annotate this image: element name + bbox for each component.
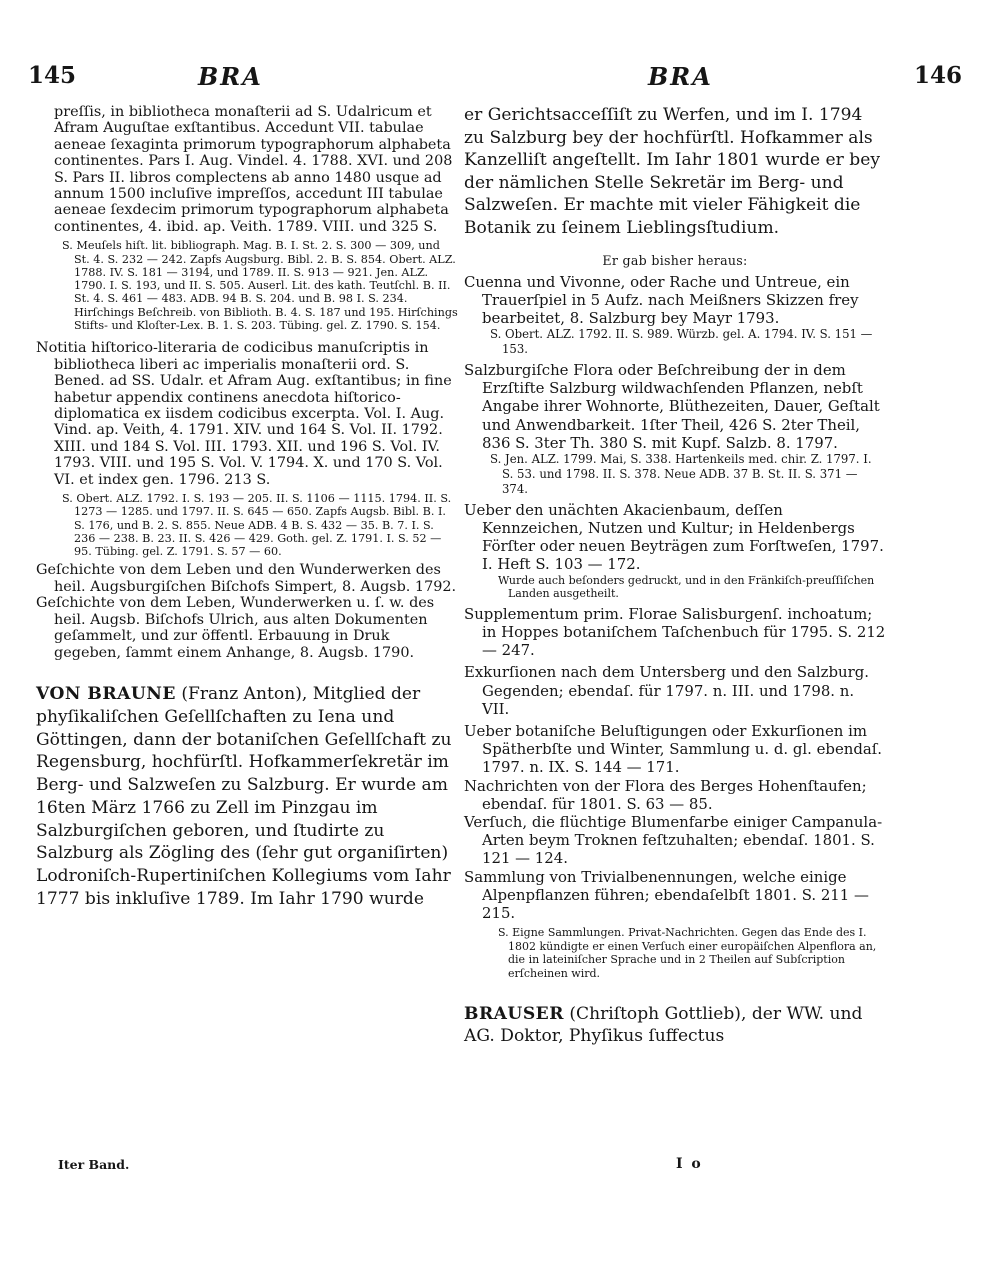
left-entry-continuation: preſſis, in bibliotheca monaſterii ad S. Udalricum et Afram Auguſtae exſtantibus. Accedunt VII. tabulae aeneae ſexaginta primorum typographorum alphabeta continentes. Pars I. Aug. Vindel. 4. 1788. XVI. und 208 S. Pars II. libros complectens ab anno 1480 usque ad annum 1500 incluſive impreſſos, accedunt III tabulae aeneae ſexdecim primorum typographorum alphabeta continentes, 4. ibid. ap. Veith. 1789. VIII. und 325 S. xyxy=(54,104,453,235)
work-akacienbaum-note: Wurde auch beſonders gedruckt, und in den Fränkiſch-preuſſiſchen Landen ausgetheilt. xyxy=(498,573,875,601)
work-beluftigungen: Ueber botaniſche Beluſtigungen oder Exkurſionen im Spätherbſte und Winter, Sammlung u. d. gl. ebendaſ. 1797. n. IX. S. 144 — 171. xyxy=(464,721,883,777)
running-head-right: BRA xyxy=(648,62,713,91)
biography-continuation: er Gerichtsacceſſiſt zu Werfen, und im I. 1794 zu Salzburg bey der hochfürſtl. Hofkammer als Kanzelliſt angeſtellt. Im Iahr 1801 wurde er bey der nämlichen Stelle Sekretär im Berg- und Salzweſen. Er machte mit vieler Fähigkeit die Botanik zu ſeinem Lieblingsſtudium. xyxy=(464,105,880,238)
left-sources-1: S. Meuſels hiſt. lit. bibliograph. Mag. B. I. St. 2. S. 300 — 309, und St. 4. S. 232 — 242. Zapfs Augsburg. Bibl. 2. B. S. 854. Obert. ALZ. 1788. IV. S. 181 — 3194, und 1789. II. S. 913 — 921. Jen. ALZ. 1790. I. S. 193, und II. S. 505. Auserl. Lit. des kath. Teutſchl. B. II. St. 4. S. 461 — 483. ADB. 94 B. S. 204. und B. 98 I. S. 234. Hirſchings Beſchreib. von Biblioth. B. 4. S. 187 und 195. Hirſchings Stifts- und Kloſter-Lex. B. 1. S. 203. Tübing. gel. Z. 1790. S. 154. xyxy=(62,239,458,333)
page-number-right: 146 xyxy=(914,62,963,89)
left-entry-simpert: Geſchichte von dem Leben und den Wunderwerken des heil. Augsburgiſchen Biſchofs Simpert, 8. Augsb. 1792. xyxy=(36,562,457,595)
biography-brauser-text: (Chriſtoph Gottlieb), der WW. und AG. Doktor, Phyſikus ſuffectus xyxy=(464,1003,863,1047)
volume-footer: Iter Band. xyxy=(58,1157,130,1172)
right-column xyxy=(464,104,886,1048)
work-cuenna: Cuenna und Vivonne, oder Rache und Untreue, ein Trauerſpiel in 5 Aufz. nach Meißners Skizzen frey bearbeitet, 8. Salzburg bey Mayr 1793. xyxy=(464,272,859,327)
left-column xyxy=(36,104,458,911)
biography-braune xyxy=(36,683,458,911)
biography-brauser-name: BRAUSER xyxy=(464,1003,564,1024)
work-cuenna-sources: S. Obert. ALZ. 1792. II. S. 989. Würzb. gel. A. 1794. IV. S. 151 — 153. xyxy=(490,327,873,357)
biography-braune-text: (Franz Anton), Mitglied der phyſikaliſchen Geſellſchaften zu Iena und Göttingen, dann der botaniſchen Geſellſchaft zu Regensburg, hochfürſtl. Hofkammerſekretär im Berg- und Salzweſen zu Salzburg. Er wurde am 16ten März 1766 zu Zell im Pinzgau im Salzburgiſchen geboren, und ſtudirte zu Salzburg als Zögling des (ſehr gut organiſirten) Lodroniſch-Rupertiniſchen Kollegiums vom Iahr 1777 bis inkluſive 1789. Im Iahr 1790 wurde xyxy=(36,683,452,910)
left-entry-notitia: Notitia hiſtorico-literaria de codicibus manuſcriptis in bibliotheca liberi ac imperialis monaſterii ord. S. Bened. ad SS. Udalr. et Afram Aug. exſtantibus; in fine habetur appendix continens anecdota hiſtorico-diplomatica ex iisdem codicibus excerpta. Vol. I. Aug. Vind. ap. Veith, 4. 1791. XIV. und 164 S. Vol. II. 1792. XIII. und 184 S. Vol. III. 1793. XII. und 196 S. Vol. IV. 1793. VIII. und 195 S. Vol. V. 1794. X. und 170 S. Vol. VI. et index gen. 1796. 213 S. xyxy=(36,340,452,488)
left-entry-ulrich: Geſchichte von dem Leben, Wunderwerken u. ſ. w. des heil. Augsb. Biſchofs Ulrich, aus alten Dokumenten geſammelt, und zur öffentl. Erbauung in Druk gegeben, ſammt einem Anhange, 8. Augsb. 1790. xyxy=(36,595,435,661)
signature-mark: I o xyxy=(676,1156,703,1172)
work-campanula: Verſuch, die flüchtige Blumenfarbe einiger Campanula-Arten beym Troknen feſtzuhalten; ebendaſ. 1801. S. 121 — 124. xyxy=(464,812,883,868)
biography-brauser xyxy=(464,1003,886,1049)
biography-braune-name: VON BRAUNE xyxy=(36,683,176,704)
work-akacienbaum: Ueber den unächten Akacienbaum, deſſen Kennzeichen, Nutzen und Kultur; in Heldenbergs Förſter oder neuen Beyträgen zum Forſtweſen, 1797. I. Heft S. 103 — 172. xyxy=(464,500,884,574)
work-exkursionen: Exkurſionen nach dem Untersberg und den Salzburg. Gegenden; ebendaſ. für 1797. n. III. und 1798. n. VII. xyxy=(464,663,870,718)
work-hohenstaufen: Nachrichten von der Flora des Berges Hohenſtaufen; ebendaſ. für 1801. S. 63 — 85. xyxy=(464,776,867,813)
right-sources-final: S. Eigne Sammlungen. Privat-Nachrichten. Gegen das Ende des I. 1802 kündigte er einen Verſuch einer europäiſchen Alpenflora an, die in lateiniſcher Sprache und in 2 Theilen auf Subſcription erſcheinen wird. xyxy=(498,926,877,980)
running-head-left: BRA xyxy=(198,62,263,91)
work-trivialbenennungen: Sammlung von Trivialbenennungen, welche einige Alpenpflanzen führen; ebendaſelbſt 1801. S. 211 — 215. xyxy=(464,867,869,922)
page-number-left: 145 xyxy=(28,62,77,89)
work-flora-sources: S. Jen. ALZ. 1799. Mai, S. 338. Hartenkeils med. chir. Z. 1797. I. S. 53. und 1798. II. S. 378. Neue ADB. 37 B. St. II. S. 371 — 374. xyxy=(490,452,872,496)
work-supplementum: Supplementum prim. Florae Salisburgenſ. inchoatum; in Hoppes botaniſchem Taſchenbuch für 1795. S. 212 — 247. xyxy=(464,604,886,660)
left-sources-2: S. Obert. ALZ. 1792. I. S. 193 — 205. II. S. 1106 — 1115. 1794. II. S. 1273 — 1285. und 1797. II. S. 645 — 650. Zapfs Augsb. Bibl. B. I. S. 176, und B. 2. S. 855. Neue ADB. 4 B. S. 432 — 35. B. 7. I. S. 236 — 238. B. 23. II. S. 426 — 429. Goth. gel. Z. 1791. I. S. 52 — 95. Tübing. gel. Z. 1791. S. 57 — 60. xyxy=(62,491,452,559)
work-flora: Salzburgiſche Flora oder Beſchreibung der in dem Erzſtifte Salzburg wildwachſenden Pflanzen, nebſt Angabe ihrer Wohnorte, Blüthezeiten, Dauer, Geſtalt und Anwendbarkeit. 1ſter Theil, 426 S. 2ter Theil, 836 S. 3ter Th. 380 S. mit Kupf. Salzb. 8. 1797. xyxy=(464,360,880,452)
publications-heading: Er gab bisher heraus: xyxy=(602,252,748,268)
